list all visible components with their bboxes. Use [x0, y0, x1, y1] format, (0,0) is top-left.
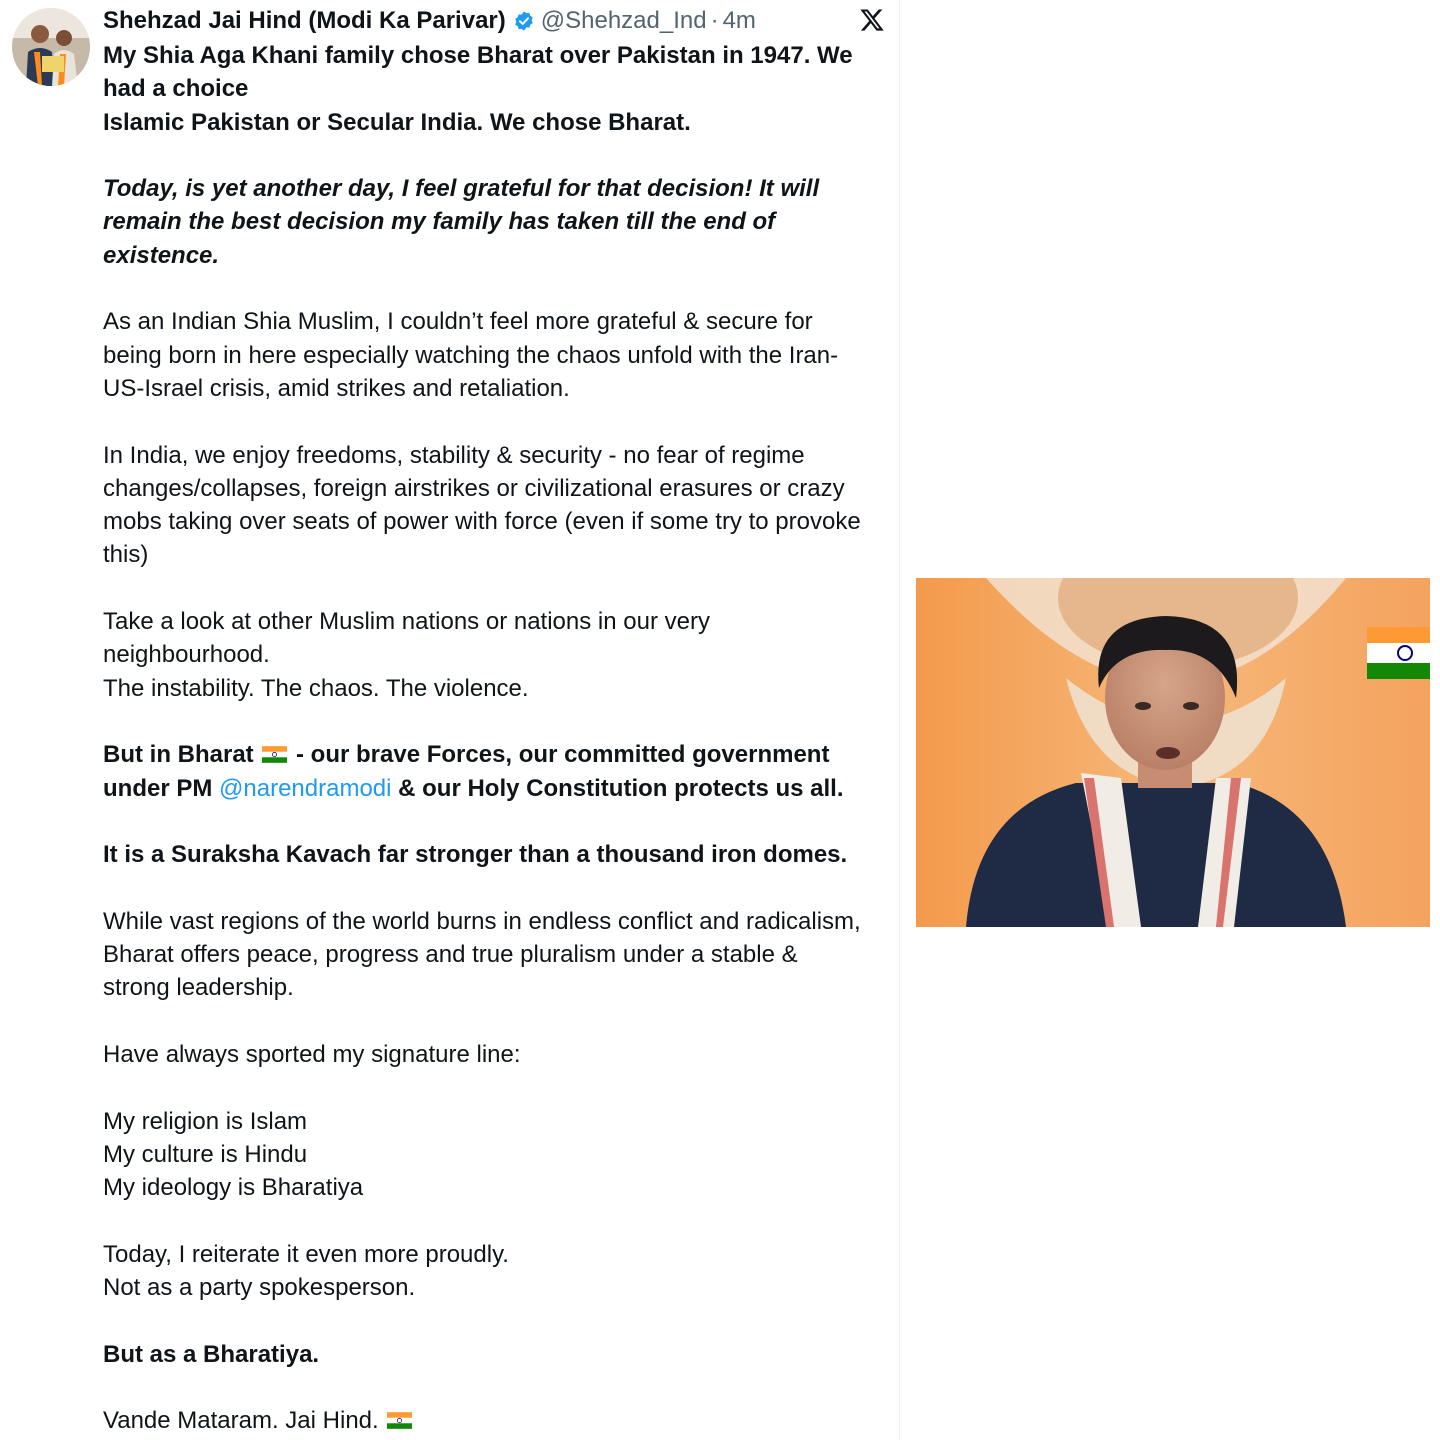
text-line: While vast regions of the world burns in endless conflict and radicalism, — [103, 907, 861, 935]
text-line: My religion is Islam — [103, 1107, 308, 1135]
text-line: neighbourhood. — [103, 641, 270, 669]
x-logo-icon[interactable] — [859, 7, 885, 33]
text-line: Take a look at other Muslim nations or nations in our very — [103, 608, 710, 636]
author-avatar[interactable] — [12, 8, 90, 86]
paragraph-shia-muslim — [103, 305, 888, 405]
text-line: remain the best decision my family has taken till the end of — [103, 208, 776, 236]
text-line: existence. — [103, 241, 220, 269]
text-line: this) — [103, 541, 149, 569]
separator-dot: · — [710, 7, 719, 34]
text-line: Not as a party spokesperson. — [103, 1273, 416, 1301]
text-fragment: under PM — [103, 774, 213, 802]
paragraph-neighbourhood — [103, 605, 888, 705]
text-line — [103, 738, 888, 771]
paragraph-bharatiya — [103, 1338, 888, 1371]
text-line: It is a Suraksha Kavach far stronger than a thousand iron domes. — [103, 841, 848, 869]
text-line: changes/collapses, foreign airstrikes or civilizational erasures or crazy — [103, 474, 845, 502]
text-line: My Shia Aga Khani family chose Bharat over Pakistan in 1947. We — [103, 42, 853, 69]
text-line: had a choice — [103, 75, 249, 103]
text-line: mobs taking over seats of power with force (even if some try to provoke — [103, 508, 861, 536]
paragraph-pluralism — [103, 905, 888, 1005]
text-line: Bharat offers peace, progress and true pluralism under a stable & — [103, 941, 798, 969]
text-line: Today, is yet another day, I feel grateful for that decision! It will — [103, 175, 820, 203]
paragraph-closing — [103, 1404, 888, 1437]
verified-badge-icon — [513, 10, 535, 32]
text-line: Today, I reiterate it even more proudly. — [103, 1240, 509, 1268]
paragraph-freedoms — [103, 439, 888, 572]
text-line: Islamic Pakistan or Secular India. We chose Bharat. — [103, 108, 691, 136]
text-line: In India, we enjoy freedoms, stability & security - no fear of regime — [103, 441, 805, 469]
text-fragment: - our brave Forces, our committed government — [296, 741, 830, 769]
india-flag-icon — [387, 1412, 412, 1429]
author-name[interactable]: Shehzad Jai Hind (Modi Ka Parivar) — [103, 7, 506, 34]
tweet-header — [103, 4, 756, 38]
text-line — [103, 772, 888, 805]
text-line: My ideology is Bharatiya — [103, 1174, 364, 1202]
india-flag-icon — [262, 746, 287, 763]
text-line: As an Indian Shia Muslim, I couldn’t feel more grateful & secure for — [103, 308, 813, 336]
text-line: US-Israel crisis, amid strikes and retaliation. — [103, 374, 570, 402]
paragraph-suraksha-kavach — [103, 838, 888, 871]
column-divider — [899, 0, 900, 1440]
text-line: The instability. The chaos. The violence. — [103, 674, 529, 702]
text-line: being born in here especially watching the chaos unfold with the Iran- — [103, 341, 839, 369]
attached-photo[interactable] — [916, 578, 1430, 927]
mention-link[interactable]: @narendramodi — [219, 774, 392, 802]
text-line — [103, 1404, 888, 1437]
text-fragment: But in Bharat — [103, 741, 254, 769]
text-line: strong leadership. — [103, 974, 294, 1002]
text-line: But as a Bharatiya. — [103, 1340, 320, 1368]
author-handle[interactable]: @Shehzad_Ind — [540, 7, 707, 34]
post-time[interactable]: 4m — [722, 7, 756, 34]
closing-text: Vande Mataram. Jai Hind. — [103, 1407, 379, 1435]
tweet-text — [103, 39, 888, 1437]
text-fragment: & our Holy Constitution protects us all. — [398, 774, 844, 802]
paragraph-origin — [103, 39, 888, 139]
paragraph-forces — [103, 738, 888, 805]
text-line: My culture is Hindu — [103, 1140, 308, 1168]
text-line: Have always sported my signature line: — [103, 1040, 521, 1068]
paragraph-signature-intro — [103, 1038, 888, 1071]
paragraph-signature-line — [103, 1105, 888, 1205]
paragraph-gratitude — [103, 172, 888, 272]
paragraph-reiterate — [103, 1238, 888, 1305]
